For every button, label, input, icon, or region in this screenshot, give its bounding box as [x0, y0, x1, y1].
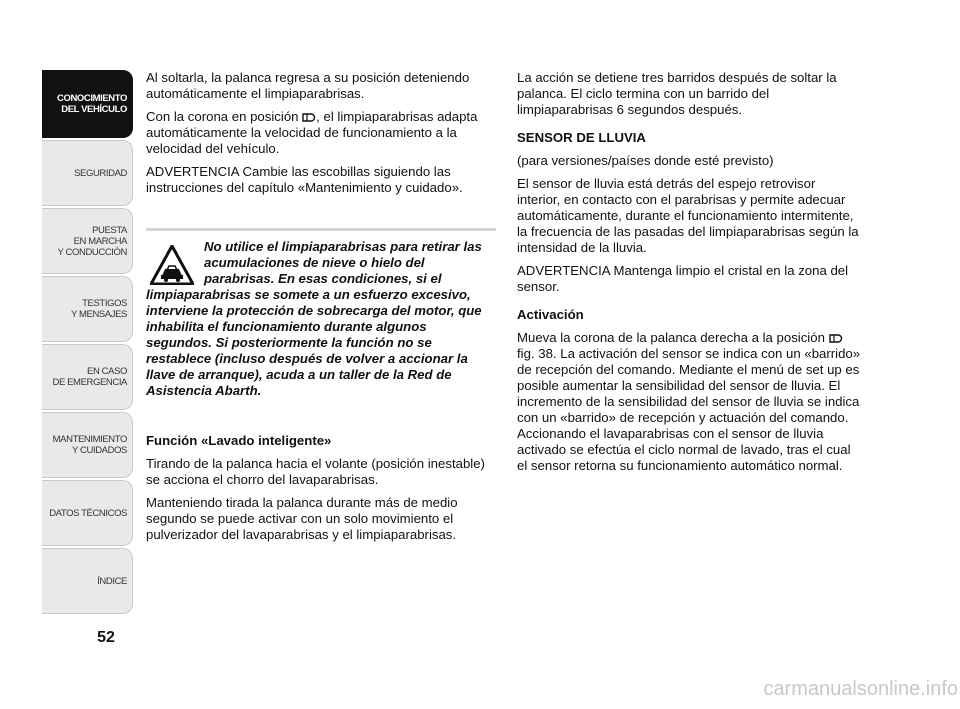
section-heading: Activación: [517, 307, 584, 322]
warning-box: [146, 239, 496, 399]
sidebar-nav: [42, 70, 133, 616]
section-heading: SENSOR DE LLUVIA: [517, 130, 646, 145]
paragraph: [517, 330, 862, 474]
tab-testigos-y-mensajes[interactable]: TESTIGOS Y MENSAJES: [42, 276, 133, 342]
right-column: [517, 70, 862, 481]
warning-car-icon: [150, 245, 194, 285]
tab-indice[interactable]: ÍNDICE: [42, 548, 133, 614]
left-column: [146, 70, 496, 550]
rain-sensor-icon: [302, 113, 316, 122]
divider: [146, 228, 496, 231]
paragraph: [146, 109, 496, 157]
section-subheading: (para versiones/países donde esté previsto): [517, 153, 774, 168]
page-number: 52: [97, 629, 115, 646]
paragraph-text: fig. 38. La activación del sensor se indica con un «barrido» de recepción del comando. Mediante el menú de set up es posible aumentar la sensibilidad del sensor de lluvia. El incremento de la sensibilidad del sensor de lluvia se indica con un «barrido» de recepción y actuación del comando. Accionando el lavaparabrisas con el sensor de lluvia activado se efectúa el ciclo normal de lavado, tras el cual el sensor retorna su funcionamiento automático normal.: [517, 346, 861, 473]
tab-seguridad[interactable]: SEGURIDAD: [42, 140, 133, 206]
paragraph: El sensor de lluvia está detrás del espejo retrovisor interior, en contacto con el parabrisas y permite adecuar automáticamente, durante el funcionamiento intermitente, la frecuencia de las pasadas del limpiaparabrisas según la intensidad de la lluvia.: [517, 176, 859, 255]
paragraph: ADVERTENCIA Cambie las escobillas siguiendo las instrucciones del capítulo «Mantenimiento y cuidado».: [146, 164, 463, 195]
tab-datos-tecnicos[interactable]: DATOS TÉCNICOS: [42, 480, 133, 546]
tab-mantenimiento-y-cuidados[interactable]: MANTENIMIENTO Y CUIDADOS: [42, 412, 133, 478]
paragraph: Manteniendo tirada la palanca durante más de medio segundo se puede activar con un solo movimiento el pulverizador del lavaparabrisas y el limpiaparabrisas.: [146, 495, 458, 542]
tab-puesta-en-marcha[interactable]: PUESTA EN MARCHA Y CONDUCCIÓN: [42, 208, 133, 274]
rain-sensor-icon: [829, 334, 843, 343]
tab-en-caso-de-emergencia[interactable]: EN CASO DE EMERGENCIA: [42, 344, 133, 410]
paragraph: ADVERTENCIA Mantenga limpio el cristal en la zona del sensor.: [517, 263, 849, 294]
paragraph-text: , el limpiaparabrisas adapta automáticamente la velocidad de funcionamiento a la velocidad del vehículo.: [146, 109, 478, 156]
watermark: carmanualsonline.info: [763, 678, 958, 700]
paragraph: La acción se detiene tres barridos después de soltar la palanca. El ciclo termina con un barrido del limpiaparabrisas 6 segundos después.: [517, 70, 837, 117]
paragraph-text: Mueva la corona de la palanca derecha a la posición: [517, 330, 829, 345]
paragraph: Al soltarla, la palanca regresa a su posición deteniendo automáticamente el limpiaparabrisas.: [146, 70, 470, 101]
warning-text: No utilice el limpiaparabrisas para retirar las acumulaciones de nieve o hielo del parabrisas. En esas condiciones, si el limpiaparabrisas se somete a un esfuerzo excesivo, interviene la protección de sobrecarga del motor, que inhabilita el funcionamiento durante algunos segundos. Si posteriormente la función no se restablece (incluso después de volver a accionar la llave de arranque), acuda a un taller de la Red de Asistencia Abarth.: [146, 239, 482, 398]
section-heading: Función «Lavado inteligente»: [146, 433, 332, 448]
tab-conocimiento-del-vehiculo[interactable]: CONOCIMIENTO DEL VEHÍCULO: [42, 70, 133, 138]
paragraph-text: Con la corona en posición: [146, 109, 303, 124]
paragraph: Tirando de la palanca hacia el volante (posición inestable) se acciona el chorro del lavaparabrisas.: [146, 456, 485, 487]
